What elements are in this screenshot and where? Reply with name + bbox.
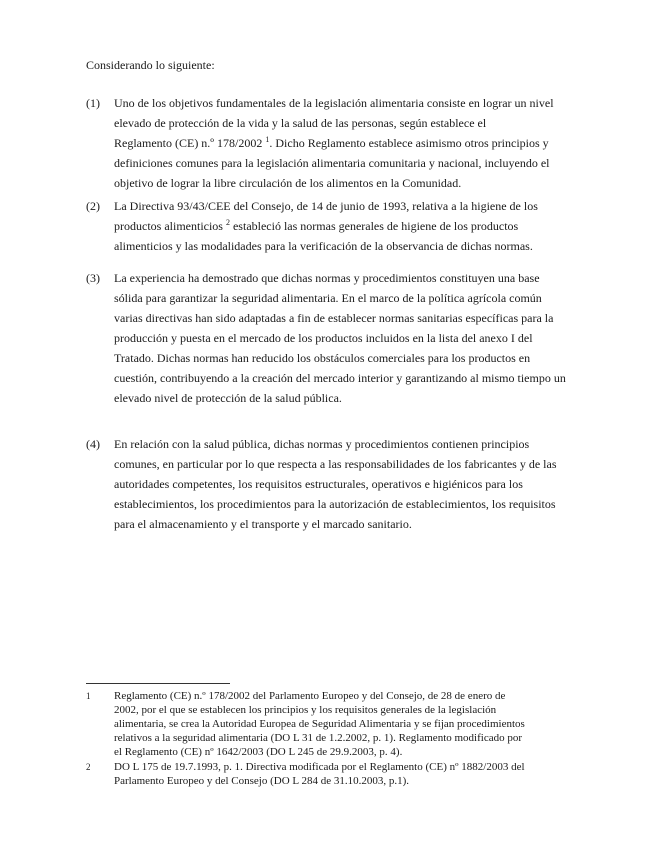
text-line: elevado de protección de la vida y la salud de las personas, según establece el [114, 116, 487, 130]
footnote-ref[interactable]: 1 [265, 135, 270, 144]
text-line: autoridades competentes, los requisitos estructurales, operativos e higiénicos para los [114, 477, 523, 491]
text-fragment: Reglamento (CE) n.º 178/2002 [114, 136, 263, 150]
footnote-1 [86, 689, 556, 759]
text-line: cuestión, contribuyendo a la creación del mercado interior y garantizando al mismo tiempo un [114, 371, 566, 385]
text-line: definiciones comunes para la legislación alimentaria comunitaria y nacional, incluyendo el [114, 156, 550, 170]
intro-text: Considerando lo siguiente: [86, 58, 215, 72]
recital-text [114, 196, 574, 256]
recital-2 [86, 196, 546, 256]
text-line: Tratado. Dichas normas han reducido los obstáculos comerciales para los productos en [114, 351, 531, 365]
text-fragment: productos alimenticios [114, 219, 223, 233]
recital-number: (4) [86, 437, 100, 451]
text-line: Uno de los objetivos fundamentales de la legislación alimentaria consiste en lograr un nivel [114, 96, 554, 110]
text-line: establecimientos, los procedimientos para la autorización de establecimientos, los requisitos [114, 497, 556, 511]
recital-3 [86, 268, 566, 408]
text-line: alimenticios y las modalidades para la verificación de la observancia de dichas normas. [114, 239, 533, 253]
text-line: En relación con la salud pública, dichas normas y procedimientos contienen principios [114, 437, 530, 451]
text-line: Reglamento (CE) n.º 178/2002 del Parlamento Europeo y del Consejo, de 28 de enero de [114, 690, 506, 702]
footnote-number: 1 [86, 691, 91, 701]
text-line: relativos a la seguridad alimentaria (DO L 31 de 1.2.2002, p. 1). Reglamento modificado por [114, 732, 523, 744]
text-fragment: estableció las normas generales de higiene de los productos [229, 219, 519, 233]
text-line: el Reglamento (CE) nº 1642/2003 (DO L 245 de 29.9.2003, p. 4). [114, 746, 403, 758]
recital-number: (3) [86, 271, 100, 285]
text-line: 2002, por el que se establecen los principios y los requisitos generales de la legislación [114, 704, 497, 716]
text-line: para el almacenamiento y el transporte y el marcado sanitario. [114, 517, 412, 531]
footnote-text [114, 760, 556, 788]
text-line: DO L 175 de 19.7.1993, p. 1. Directiva modificada por el Reglamento (CE) nº 1882/2003 del [114, 761, 525, 773]
footnote-text [114, 689, 556, 759]
text-line: La Directiva 93/43/CEE del Consejo, de 14 de junio de 1993, relativa a la higiene de los [114, 199, 538, 213]
text-line: varias directivas han sido adaptadas a fin de establecer normas sanitarias específicas para la [114, 311, 554, 325]
footnote-number: 2 [86, 762, 91, 772]
recital-1 [86, 93, 554, 193]
footnote-ref[interactable]: 2 [225, 218, 230, 227]
recital-text [114, 434, 574, 534]
recital-number: (2) [86, 199, 100, 213]
text-line: comunes, en particular por lo que respecta a las responsabilidades de los fabricantes y de las [114, 457, 557, 471]
footnote-2 [86, 760, 556, 788]
recital-text [114, 93, 574, 193]
recital-number: (1) [86, 96, 100, 110]
text-line [114, 216, 574, 236]
text-line: producción y puesta en el mercado de los productos incluidos en la lista del anexo I del [114, 331, 533, 345]
text-line [114, 133, 574, 153]
text-line: La experiencia ha demostrado que dichas normas y procedimientos constituyen una base [114, 271, 540, 285]
text-line: elevado nivel de protección de la salud pública. [114, 391, 342, 405]
text-line: sólida para garantizar la seguridad alimentaria. En el marco de la política agrícola común [114, 291, 542, 305]
footnote-separator [86, 683, 230, 684]
recital-4 [86, 434, 557, 534]
text-line: Parlamento Europeo y del Consejo (DO L 284 de 31.10.2003, p.1). [114, 775, 410, 787]
text-fragment: . Dicho Reglamento establece asimismo otros principios y [269, 136, 549, 150]
recital-text [114, 268, 574, 408]
text-line: objetivo de lograr la libre circulación de los alimentos en la Comunidad. [114, 176, 462, 190]
text-line: alimentaria, se crea la Autoridad Europea de Seguridad Alimentaria y se fijan procedimientos [114, 718, 525, 730]
